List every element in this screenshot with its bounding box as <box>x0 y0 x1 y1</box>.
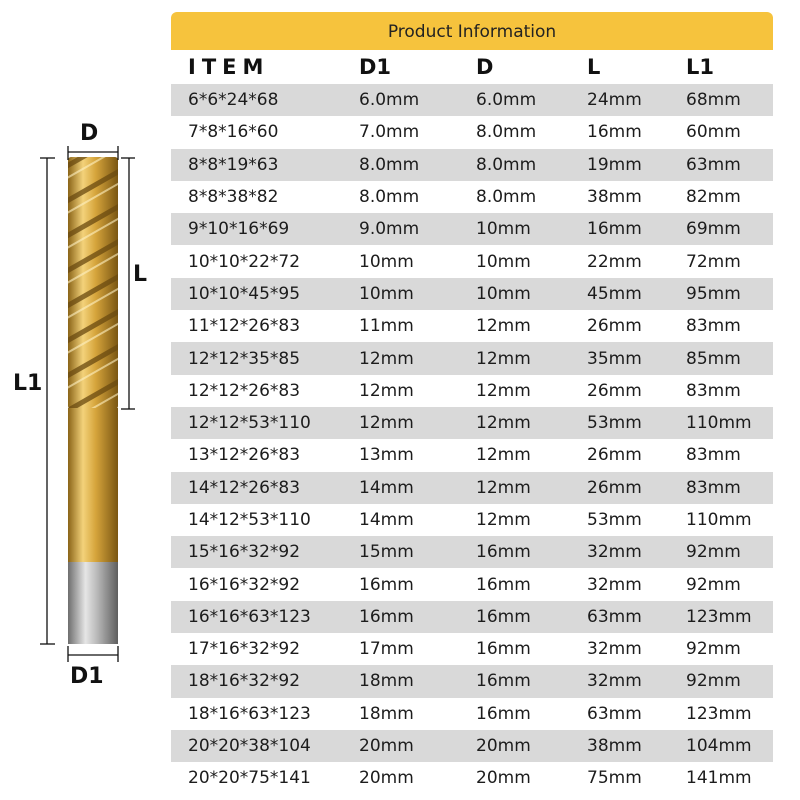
header-d1: D1 <box>359 55 392 79</box>
cell-l1: 95mm <box>686 283 741 304</box>
cell-l: 45mm <box>587 283 642 304</box>
cell-l1: 63mm <box>686 154 741 175</box>
cell-l1: 72mm <box>686 251 741 272</box>
coated-shank <box>68 408 118 563</box>
cell-l: 75mm <box>587 768 642 789</box>
cell-d: 12mm <box>476 413 531 434</box>
table-row <box>171 149 773 181</box>
cell-l: 35mm <box>587 348 642 369</box>
cell-l: 26mm <box>587 380 642 401</box>
cell-d: 12mm <box>476 380 531 401</box>
table-row <box>171 439 773 471</box>
table-row <box>171 407 773 439</box>
cell-d: 16mm <box>476 639 531 660</box>
cell-l: 26mm <box>587 477 642 498</box>
cell-l: 24mm <box>587 90 642 111</box>
cell-l: 53mm <box>587 413 642 434</box>
cell-item: 18*16*63*123 <box>188 703 311 724</box>
cell-d1: 15mm <box>359 542 414 563</box>
header-item: ITEM <box>188 55 270 79</box>
cell-l1: 69mm <box>686 219 741 240</box>
cell-d1: 8.0mm <box>359 154 420 175</box>
cell-item: 7*8*16*60 <box>188 122 279 143</box>
cell-item: 16*16*63*123 <box>188 606 311 627</box>
cell-l: 16mm <box>587 219 642 240</box>
cell-item: 14*12*53*110 <box>188 510 311 530</box>
product-info-table <box>171 12 773 795</box>
cell-d: 8.0mm <box>476 187 537 208</box>
d1-label: D1 <box>70 664 104 689</box>
cell-item: 11*12*26*83 <box>188 316 301 337</box>
cell-l: 38mm <box>587 187 642 208</box>
end-mill-diagram <box>0 0 170 800</box>
table-row <box>171 245 773 277</box>
cell-d1: 10mm <box>359 283 414 304</box>
cell-l1: 92mm <box>686 639 741 660</box>
cell-l: 16mm <box>587 122 642 143</box>
cell-l: 19mm <box>587 154 642 175</box>
table-row <box>171 536 773 568</box>
cell-item: 8*8*19*63 <box>188 154 279 175</box>
cell-l1: 60mm <box>686 122 741 143</box>
cell-l1: 92mm <box>686 671 741 692</box>
cell-d1: 16mm <box>359 574 414 595</box>
table-row <box>171 504 773 536</box>
cell-d: 10mm <box>476 251 531 272</box>
cell-d1: 12mm <box>359 348 414 369</box>
cell-l1: 92mm <box>686 574 741 595</box>
cell-d: 12mm <box>476 477 531 498</box>
cell-d: 12mm <box>476 510 531 530</box>
table-body <box>171 84 773 795</box>
cell-d: 16mm <box>476 606 531 627</box>
cell-item: 9*10*16*69 <box>188 219 290 240</box>
cell-d1: 14mm <box>359 510 414 530</box>
cell-item: 10*10*45*95 <box>188 283 301 304</box>
cell-d1: 6.0mm <box>359 90 420 111</box>
uncoated-shank-end <box>68 562 118 644</box>
cell-item: 12*12*53*110 <box>188 413 311 434</box>
cell-l1: 92mm <box>686 542 741 563</box>
cell-l: 32mm <box>587 542 642 563</box>
table-row <box>171 633 773 665</box>
cell-d: 16mm <box>476 703 531 724</box>
cell-d: 20mm <box>476 736 531 757</box>
cell-l: 32mm <box>587 574 642 595</box>
table-row <box>171 762 773 794</box>
cell-item: 8*8*38*82 <box>188 187 279 208</box>
cell-l1: 123mm <box>686 606 752 627</box>
cell-d: 10mm <box>476 219 531 240</box>
cell-l1: 83mm <box>686 316 741 337</box>
table-row <box>171 665 773 697</box>
cell-d1: 13mm <box>359 445 414 466</box>
cell-d1: 12mm <box>359 380 414 401</box>
cell-l1: 110mm <box>686 510 752 530</box>
table-row <box>171 472 773 504</box>
cell-l1: 83mm <box>686 380 741 401</box>
header-l1: L1 <box>686 55 714 79</box>
cell-item: 12*12*35*85 <box>188 348 301 369</box>
cell-l1: 110mm <box>686 413 752 434</box>
cell-d: 12mm <box>476 445 531 466</box>
cell-item: 16*16*32*92 <box>188 574 301 595</box>
table-row <box>171 730 773 762</box>
l1-label: L1 <box>13 371 43 396</box>
cell-l: 63mm <box>587 606 642 627</box>
cell-d: 10mm <box>476 283 531 304</box>
header-d: D <box>476 55 494 79</box>
table-title: Product Information <box>171 12 773 50</box>
cell-l: 53mm <box>587 510 642 530</box>
cell-l: 26mm <box>587 445 642 466</box>
cell-d: 20mm <box>476 768 531 789</box>
cell-d: 16mm <box>476 542 531 563</box>
cell-item: 17*16*32*92 <box>188 639 301 660</box>
cell-l: 63mm <box>587 703 642 724</box>
cell-item: 18*16*32*92 <box>188 671 301 692</box>
cell-item: 20*20*38*104 <box>188 736 311 757</box>
cell-d1: 20mm <box>359 736 414 757</box>
cell-l1: 83mm <box>686 445 741 466</box>
cell-d1: 9.0mm <box>359 219 420 240</box>
cell-d1: 7.0mm <box>359 122 420 143</box>
l1-dimension <box>40 158 55 644</box>
cell-d: 8.0mm <box>476 154 537 175</box>
l-label: L <box>133 262 148 287</box>
d-label: D <box>80 121 99 146</box>
cell-l: 38mm <box>587 736 642 757</box>
cell-item: 14*12*26*83 <box>188 477 301 498</box>
table-row <box>171 375 773 407</box>
table-row <box>171 278 773 310</box>
cell-d: 12mm <box>476 348 531 369</box>
cell-d1: 16mm <box>359 606 414 627</box>
cell-d1: 18mm <box>359 703 414 724</box>
table-row <box>171 568 773 600</box>
cell-item: 15*16*32*92 <box>188 542 301 563</box>
table-row <box>171 698 773 730</box>
cell-l: 26mm <box>587 316 642 337</box>
cell-l: 32mm <box>587 639 642 660</box>
cell-l1: 123mm <box>686 703 752 724</box>
cell-d1: 18mm <box>359 671 414 692</box>
table-header-row <box>171 50 773 84</box>
cell-l1: 68mm <box>686 90 741 111</box>
table-row <box>171 601 773 633</box>
cell-item: 13*12*26*83 <box>188 445 301 466</box>
cell-d: 6.0mm <box>476 90 537 111</box>
cell-d1: 20mm <box>359 768 414 789</box>
cell-item: 10*10*22*72 <box>188 251 301 272</box>
table-row <box>171 342 773 374</box>
table-row <box>171 181 773 213</box>
cell-l1: 141mm <box>686 768 752 789</box>
cell-d1: 11mm <box>359 316 414 337</box>
cell-l1: 85mm <box>686 348 741 369</box>
cell-l1: 104mm <box>686 736 752 757</box>
cell-d: 8.0mm <box>476 122 537 143</box>
cell-d1: 8.0mm <box>359 187 420 208</box>
cell-l: 32mm <box>587 671 642 692</box>
table-row <box>171 84 773 116</box>
table-row <box>171 213 773 245</box>
cell-item: 20*20*75*141 <box>188 768 311 789</box>
cell-d: 12mm <box>476 316 531 337</box>
cell-d1: 14mm <box>359 477 414 498</box>
cell-d1: 17mm <box>359 639 414 660</box>
table-row <box>171 310 773 342</box>
d1-dimension <box>68 646 118 662</box>
cell-l1: 83mm <box>686 477 741 498</box>
cell-item: 12*12*26*83 <box>188 380 301 401</box>
cell-d: 16mm <box>476 671 531 692</box>
cell-item: 6*6*24*68 <box>188 90 279 111</box>
header-l: L <box>587 55 601 79</box>
table-row <box>171 116 773 148</box>
cell-d: 16mm <box>476 574 531 595</box>
cell-d1: 12mm <box>359 413 414 434</box>
cell-l1: 82mm <box>686 187 741 208</box>
cell-d1: 10mm <box>359 251 414 272</box>
cutting-flutes <box>60 130 130 450</box>
cell-l: 22mm <box>587 251 642 272</box>
